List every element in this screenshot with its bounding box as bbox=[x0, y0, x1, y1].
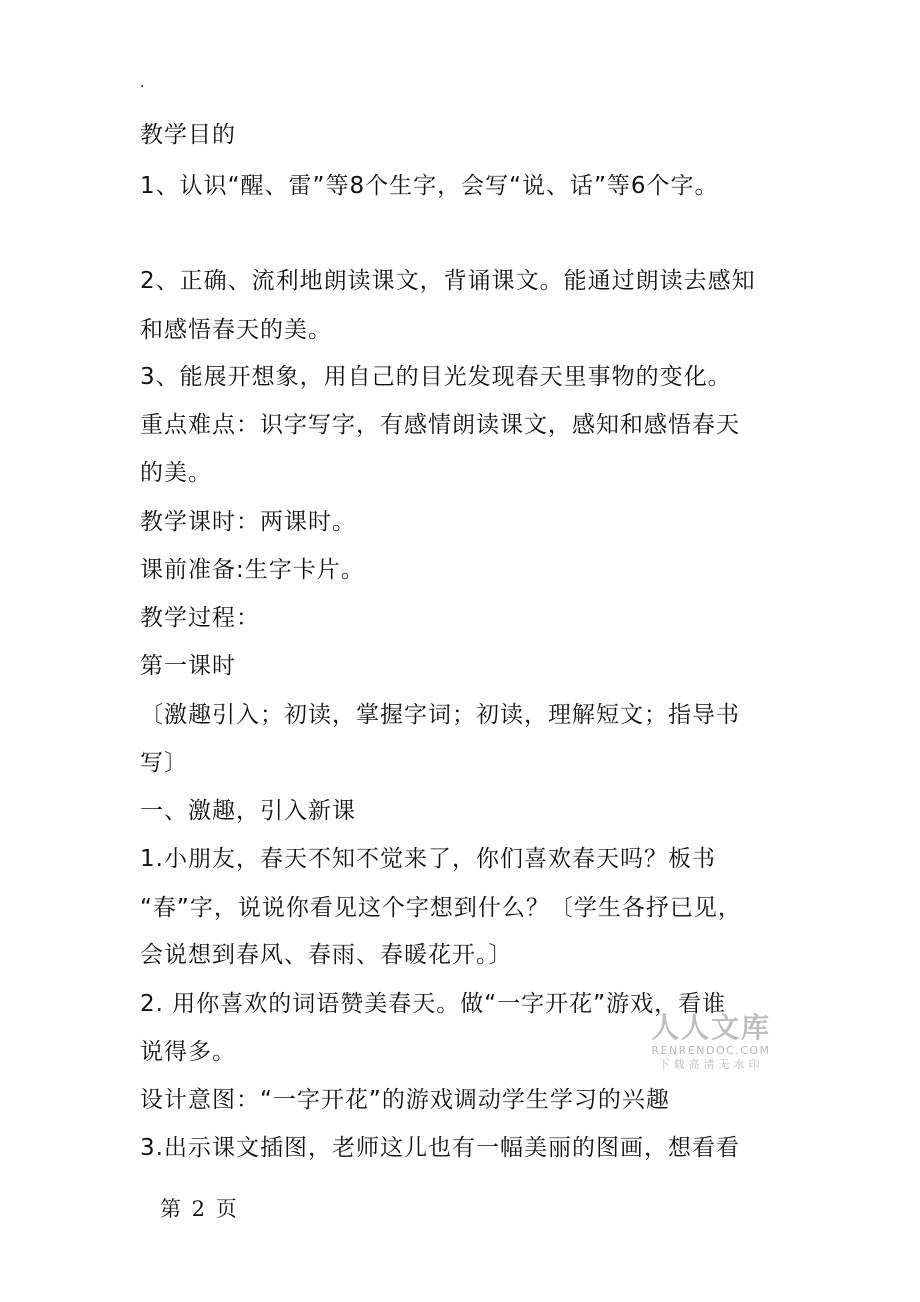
page-number: 第 2 页 bbox=[160, 1197, 239, 1221]
page-marker: . bbox=[140, 75, 145, 91]
preparation: 课前准备:生字卡片。 bbox=[140, 557, 365, 583]
watermark bbox=[646, 1012, 776, 1072]
step-1-continued-2: 会说想到春风、春雨、春暖花开。〕 bbox=[140, 942, 513, 968]
heading-teaching-goals: 教学目的 bbox=[140, 122, 236, 148]
step-1: 1.小朋友，春天不知不觉来了，你们喜欢春天吗？板书 bbox=[140, 846, 716, 872]
goal-2: 2、正确、流利地朗读课文，背诵课文。能通过朗读去感知 bbox=[140, 268, 756, 294]
section-1-heading: 一、激趣，引入新课 bbox=[140, 798, 356, 824]
teaching-process-heading: 教学过程： bbox=[140, 605, 260, 631]
design-intent: 设计意图：“一字开花”的游戏调动学生学习的兴趣 bbox=[140, 1087, 670, 1113]
step-3: 3.出示课文插图，老师这儿也有一幅美丽的图画，想看看 bbox=[140, 1135, 740, 1161]
goal-2-continued: 和感悟春天的美。 bbox=[140, 317, 332, 343]
step-1-continued: “春”字，说说你看见这个字想到什么？〔学生各抒已见， bbox=[140, 895, 742, 921]
watermark-domain: RENRENDOC.COM bbox=[651, 1044, 771, 1057]
key-difficulties-continued: 的美。 bbox=[140, 460, 212, 486]
lesson-hours: 教学课时：两课时。 bbox=[140, 509, 356, 535]
watermark-brand: 人人文库 bbox=[650, 1011, 771, 1044]
step-2-continued: 说得多。 bbox=[140, 1039, 236, 1065]
key-difficulties: 重点难点：识字写字，有感情朗读课文，感知和感悟春天 bbox=[140, 412, 740, 438]
first-lesson-heading: 第一课时 bbox=[140, 653, 236, 679]
watermark-tagline: 下载高清无水印 bbox=[658, 1058, 764, 1071]
goal-1: 1、认识“醒、雷”等8个生字，会写“说、话”等6个字。 bbox=[140, 173, 719, 199]
goal-3: 3、能展开想象，用自己的目光发现春天里事物的变化。 bbox=[140, 364, 732, 390]
lesson-outline-continued: 写〕 bbox=[140, 750, 188, 776]
lesson-outline: 〔激趣引入；初读，掌握字词；初读，理解短文；指导书 bbox=[140, 702, 740, 728]
step-2: 2. 用你喜欢的词语赞美春天。做“一字开花”游戏，看谁 bbox=[140, 991, 727, 1017]
